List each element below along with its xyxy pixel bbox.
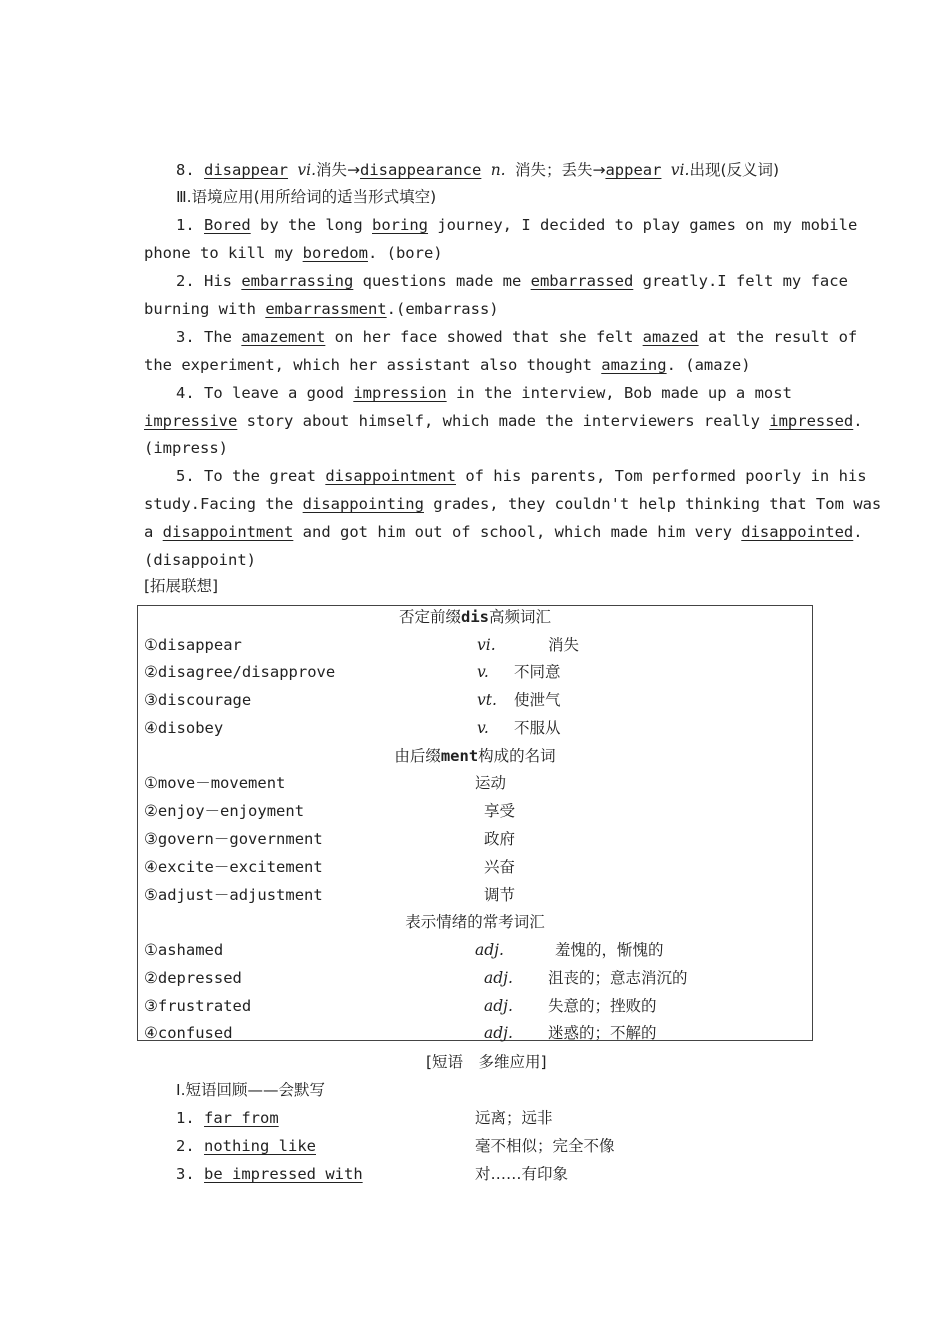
answer-boring: boring <box>372 216 429 234</box>
table-row: ⑤adjust－adjustment 调节 <box>144 886 516 904</box>
answer-embarrassed: embarrassed <box>530 272 634 290</box>
question-5-line-2: study.Facing the disappointing grades, they couldn't help thinking that Tom was <box>144 495 882 513</box>
section-1-title: Ⅰ.短语回顾——会默写 <box>176 1081 325 1099</box>
question-3-line-2: the experiment, which her assistant also thought amazing. (amaze) <box>144 356 751 374</box>
table-row: ①disappear vi. 消失 <box>144 636 580 654</box>
answer-phrase: nothing like <box>204 1137 316 1155</box>
table-row: ③frustrated adj. 失意的；挫败的 <box>144 997 657 1015</box>
answer-disappointed: disappointed <box>741 523 854 541</box>
table-row: ④disobey v. 不服从 <box>144 719 561 737</box>
answer-embarrassment: embarrassment <box>265 300 387 318</box>
question-4-line-2: impressive story about himself, which made the interviewers really impressed. <box>144 412 863 430</box>
answer-appear: appear <box>605 161 662 179</box>
vocab-item-8: 8. disappear vi.消失→disappearance n. 消失；丢失→appear vi.出现(反义词) <box>176 161 780 179</box>
answer-impression: impression <box>353 384 447 402</box>
answer-disappear: disappear <box>204 161 289 179</box>
phrase-meaning: 远离；远非 <box>475 1109 553 1127</box>
table-row: ③discourage vt. 使泄气 <box>144 691 561 709</box>
table-row: ④excite－excitement 兴奋 <box>144 858 516 876</box>
question-3-line-1: 3. The amazement on her face showed that she felt amazed at the result of <box>176 328 858 346</box>
phrase-meaning: 毫不相似；完全不像 <box>475 1137 615 1155</box>
answer-amazing: amazing <box>601 356 667 374</box>
question-4-line-3: (impress) <box>144 439 228 457</box>
answer-boredom: boredom <box>302 244 368 262</box>
question-5-line-1: 5. To the great disappointment of his parents, Tom performed poorly in his <box>176 467 867 485</box>
expand-label: [拓展联想] <box>144 577 219 595</box>
answer-bored: Bored <box>204 216 251 234</box>
answer-disappointing: disappointing <box>302 495 424 513</box>
answer-impressive: impressive <box>144 412 238 430</box>
answer-phrase: far from <box>204 1109 279 1127</box>
table-header-ment: 由后缀ment构成的名词 <box>394 747 556 765</box>
phrase-header: [短语 多维应用] <box>426 1053 547 1071</box>
question-4-line-1: 4. To leave a good impression in the interview, Bob made up a most <box>176 384 792 402</box>
table-row: ①move－movement 运动 <box>144 774 507 792</box>
table-header-dis: 否定前缀dis高频词汇 <box>398 608 552 626</box>
answer-phrase: be impressed with <box>204 1165 363 1183</box>
question-2-line-2: burning with embarrassment.(embarrass) <box>144 300 499 318</box>
answer-disappointment: disappointment <box>325 467 456 485</box>
table-header-emotion: 表示情绪的常考词汇 <box>405 913 545 931</box>
answer-amazed: amazed <box>642 328 699 346</box>
answer-amazement: amazement <box>241 328 326 346</box>
answer-impressed: impressed <box>769 412 854 430</box>
table-row: ④confused adj. 迷惑的；不解的 <box>144 1024 657 1042</box>
question-1-line-1: 1. Bored by the long boring journey, I decided to play games on my mobile <box>176 216 858 234</box>
table-row: ②enjoy－enjoyment 享受 <box>144 802 516 820</box>
answer-disappointment-2: disappointment <box>162 523 294 541</box>
table-row: ②disagree/disapprove v. 不同意 <box>144 663 561 681</box>
phrase-item: 1. far from <box>176 1109 279 1127</box>
table-row: ①ashamed adj. 羞愧的，惭愧的 <box>144 941 664 959</box>
phrase-meaning: 对……有印象 <box>475 1165 569 1183</box>
question-2-line-1: 2. His embarrassing questions made me embarrassed greatly.I felt my face <box>176 272 848 290</box>
vocab-table <box>137 605 813 1041</box>
answer-disappearance: disappearance <box>360 161 482 179</box>
question-5-line-3: a disappointment and got him out of school, which made him very disappointed. <box>144 523 863 541</box>
table-row: ②depressed adj. 沮丧的；意志消沉的 <box>144 969 688 987</box>
question-5-line-4: (disappoint) <box>144 551 256 569</box>
table-row: ③govern－government 政府 <box>144 830 516 848</box>
question-1-line-2: phone to kill my boredom. (bore) <box>144 244 443 262</box>
section-3-title: Ⅲ.语境应用(用所给词的适当形式填空) <box>176 188 437 206</box>
phrase-item: 3. be impressed with <box>176 1165 363 1183</box>
phrase-item: 2. nothing like <box>176 1137 316 1155</box>
answer-embarrassing: embarrassing <box>241 272 354 290</box>
